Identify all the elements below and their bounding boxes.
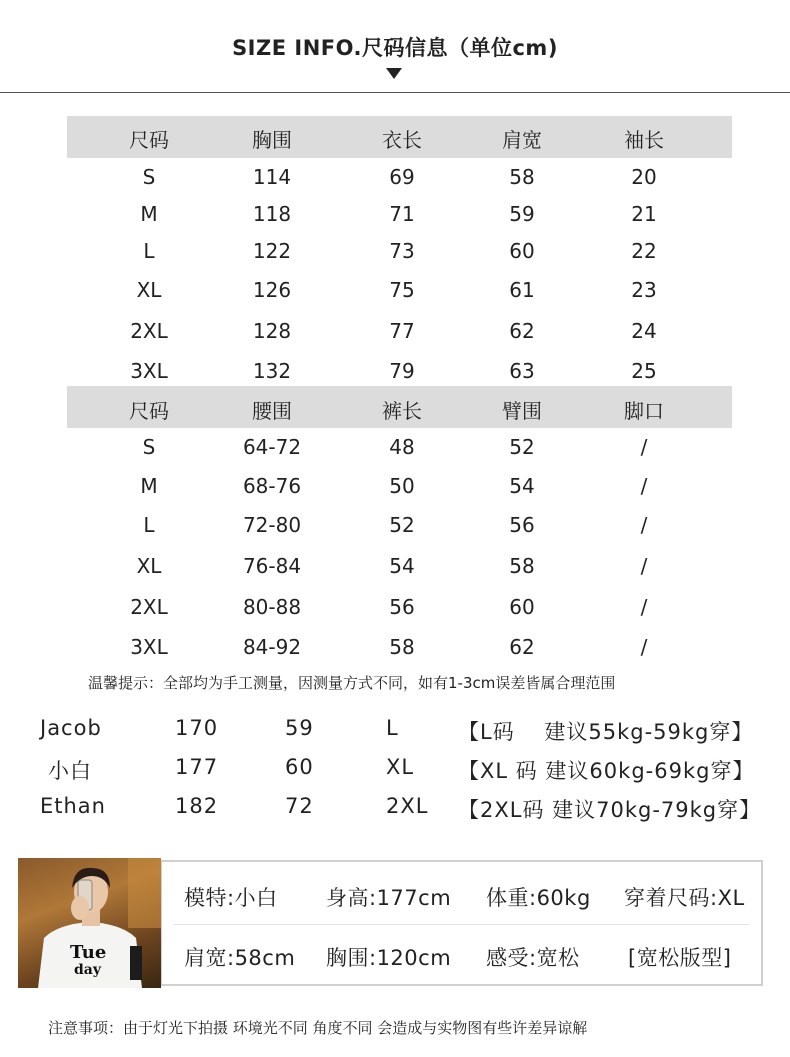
value-cell: 50 bbox=[389, 474, 415, 498]
header-cell: 袖长 bbox=[624, 128, 664, 152]
value-cell: 79 bbox=[389, 359, 415, 383]
model-size: L bbox=[386, 716, 399, 740]
fit-label: [宽松版型] bbox=[628, 946, 732, 970]
size-cell: XL bbox=[136, 554, 162, 578]
measurement-tip: 温馨提示：全部均为手工测量，因测量方式不同，如有1-3cm误差皆属合理范围 bbox=[88, 674, 616, 692]
value-cell: 48 bbox=[389, 435, 415, 459]
top-size-table bbox=[67, 116, 732, 386]
model-label: 模特:小白 bbox=[184, 886, 278, 910]
value-cell: 61 bbox=[509, 278, 535, 302]
model-weight: 60 bbox=[285, 755, 314, 779]
model-size: 2XL bbox=[386, 794, 429, 818]
header-cell: 腰围 bbox=[252, 399, 292, 423]
model-photo-illustration bbox=[18, 858, 161, 988]
size-cell: S bbox=[142, 165, 156, 189]
model-info-card bbox=[160, 860, 763, 986]
size-cell: L bbox=[143, 513, 155, 537]
header-cell: 尺码 bbox=[129, 399, 169, 423]
model-name: Jacob bbox=[40, 716, 102, 740]
value-cell: 75 bbox=[389, 278, 415, 302]
value-cell: 84-92 bbox=[242, 635, 302, 659]
value-cell: 62 bbox=[509, 319, 535, 343]
value-cell: 58 bbox=[389, 635, 415, 659]
bottom-size-table bbox=[67, 386, 732, 666]
value-cell: 69 bbox=[389, 165, 415, 189]
value-cell: 71 bbox=[389, 202, 415, 226]
model-row bbox=[0, 794, 790, 826]
value-cell: 73 bbox=[389, 239, 415, 263]
model-photo bbox=[18, 858, 161, 988]
size-cell: 2XL bbox=[130, 595, 168, 619]
value-cell: / bbox=[640, 595, 648, 619]
chest-label: 胸围:120cm bbox=[326, 946, 452, 970]
value-cell: 59 bbox=[509, 202, 535, 226]
value-cell: 72-80 bbox=[242, 513, 302, 537]
header-cell: 脚口 bbox=[624, 399, 664, 423]
value-cell: 21 bbox=[631, 202, 657, 226]
page-title: SIZE INFO.尺码信息（单位cm) bbox=[232, 36, 558, 60]
model-height: 182 bbox=[175, 794, 219, 818]
value-cell: 64-72 bbox=[242, 435, 302, 459]
value-cell: 25 bbox=[631, 359, 657, 383]
value-cell: 122 bbox=[252, 239, 292, 263]
value-cell: 20 bbox=[631, 165, 657, 189]
value-cell: 68-76 bbox=[242, 474, 302, 498]
size-advice: 【L码 建议55kg-59kg穿】 bbox=[458, 720, 754, 744]
value-cell: 60 bbox=[509, 239, 535, 263]
value-cell: / bbox=[640, 435, 648, 459]
model-name: Ethan bbox=[40, 794, 106, 818]
value-cell: 126 bbox=[252, 278, 292, 302]
value-cell: 24 bbox=[631, 319, 657, 343]
header-cell: 臂围 bbox=[502, 399, 542, 423]
value-cell: 22 bbox=[631, 239, 657, 263]
size-cell: S bbox=[142, 435, 156, 459]
value-cell: 80-88 bbox=[242, 595, 302, 619]
value-cell: / bbox=[640, 474, 648, 498]
model-row bbox=[0, 755, 790, 787]
model-name: 小白 bbox=[48, 759, 92, 783]
size-cell: M bbox=[140, 474, 158, 498]
value-cell: 60 bbox=[509, 595, 535, 619]
size-cell: XL bbox=[136, 278, 162, 302]
height-label: 身高:177cm bbox=[326, 886, 452, 910]
value-cell: / bbox=[640, 513, 648, 537]
header-cell: 胸围 bbox=[252, 128, 292, 152]
model-height: 170 bbox=[175, 716, 219, 740]
header-cell: 尺码 bbox=[129, 128, 169, 152]
value-cell: 76-84 bbox=[242, 554, 302, 578]
value-cell: 58 bbox=[509, 165, 535, 189]
value-cell: 77 bbox=[389, 319, 415, 343]
header-cell: 肩宽 bbox=[502, 128, 542, 152]
weight-label: 体重:60kg bbox=[486, 886, 591, 910]
value-cell: 56 bbox=[389, 595, 415, 619]
value-cell: / bbox=[640, 554, 648, 578]
value-cell: 23 bbox=[631, 278, 657, 302]
down-arrow-icon bbox=[386, 68, 402, 79]
card-divider bbox=[174, 924, 749, 925]
value-cell: 54 bbox=[389, 554, 415, 578]
value-cell: 52 bbox=[509, 435, 535, 459]
size-cell: M bbox=[140, 202, 158, 226]
shirt-print-line-2: day bbox=[74, 962, 101, 978]
value-cell: 62 bbox=[509, 635, 535, 659]
model-row bbox=[0, 716, 790, 748]
value-cell: 114 bbox=[252, 165, 292, 189]
value-cell: 54 bbox=[509, 474, 535, 498]
model-weight: 72 bbox=[285, 794, 314, 818]
size-advice: 【2XL码 建议70kg-79kg穿】 bbox=[458, 798, 762, 822]
shoulder-label: 肩宽:58cm bbox=[184, 946, 296, 970]
value-cell: / bbox=[640, 635, 648, 659]
size-cell: 2XL bbox=[130, 319, 168, 343]
footer-note: 注意事项：由于灯光下拍摄 环境光不同 角度不同 会造成与实物图有些许差异谅解 bbox=[48, 1019, 588, 1037]
model-weight: 59 bbox=[285, 716, 314, 740]
size-advice: 【XL 码 建议60kg-69kg穿】 bbox=[458, 759, 755, 783]
value-cell: 63 bbox=[509, 359, 535, 383]
size-cell: 3XL bbox=[130, 635, 168, 659]
model-size: XL bbox=[386, 755, 415, 779]
value-cell: 118 bbox=[252, 202, 292, 226]
model-height: 177 bbox=[175, 755, 219, 779]
value-cell: 56 bbox=[509, 513, 535, 537]
feel-label: 感受:宽松 bbox=[486, 946, 580, 970]
size-cell: 3XL bbox=[130, 359, 168, 383]
header-cell: 衣长 bbox=[382, 128, 422, 152]
header-cell: 裤长 bbox=[382, 399, 422, 423]
value-cell: 58 bbox=[509, 554, 535, 578]
wear-size-label: 穿着尺码:XL bbox=[624, 886, 745, 910]
value-cell: 132 bbox=[252, 359, 292, 383]
size-cell: L bbox=[143, 239, 155, 263]
shirt-print-line-1: Tue bbox=[70, 942, 107, 963]
divider-line bbox=[0, 92, 790, 93]
value-cell: 128 bbox=[252, 319, 292, 343]
value-cell: 52 bbox=[389, 513, 415, 537]
